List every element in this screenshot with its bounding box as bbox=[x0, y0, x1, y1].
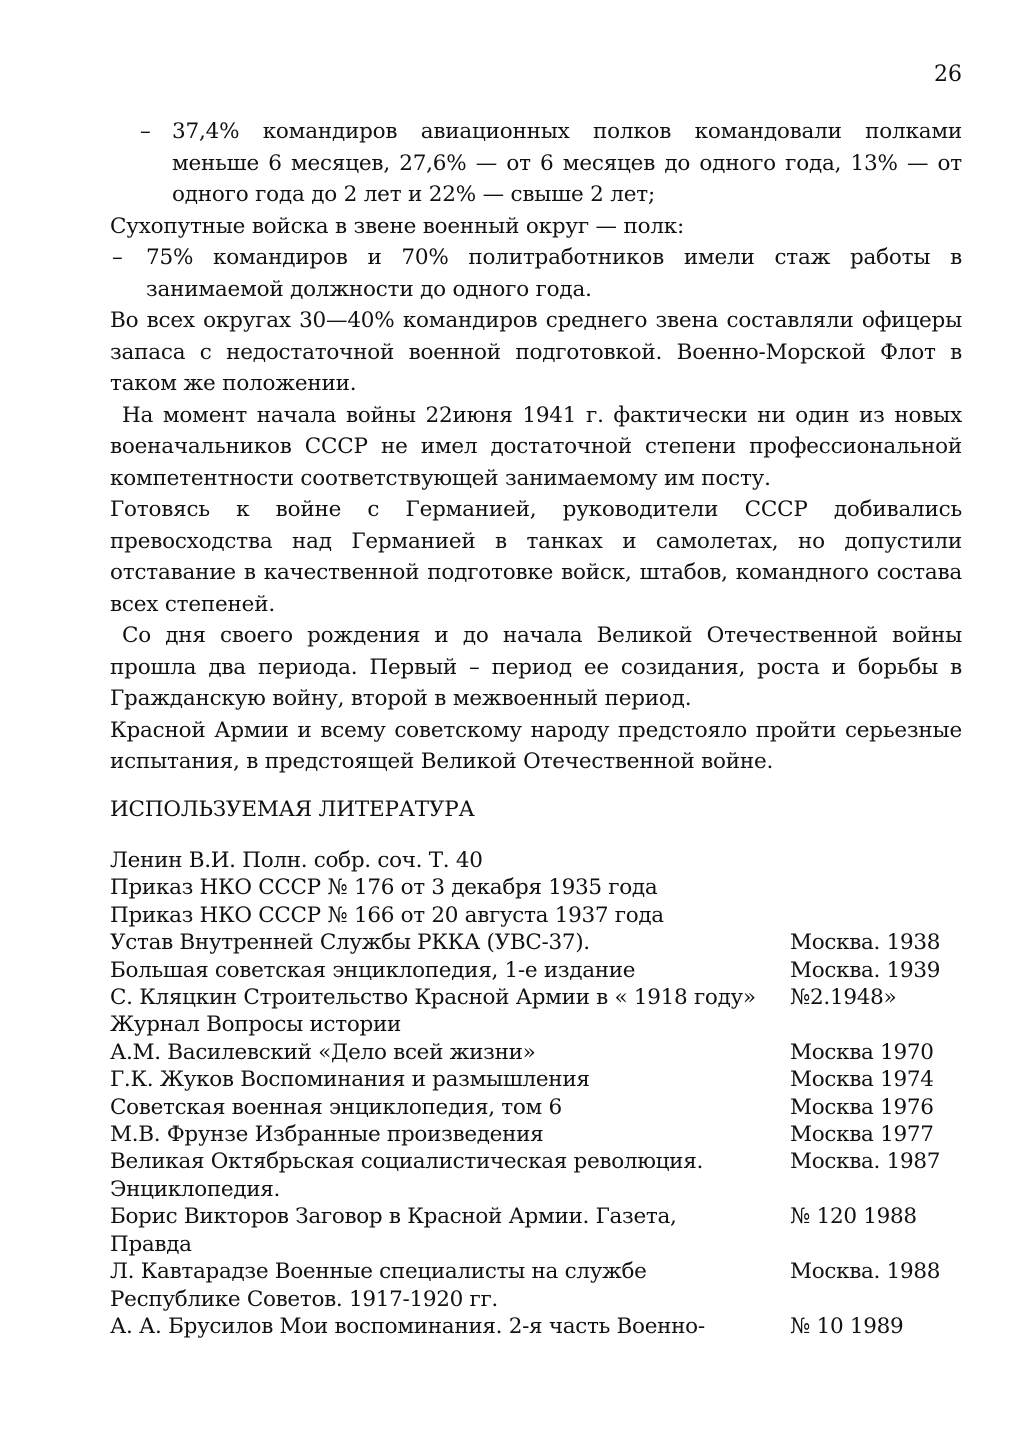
literature-item-publication: Москва 1977 bbox=[790, 1122, 934, 1148]
literature-item bbox=[110, 902, 962, 929]
literature-item-publication bbox=[790, 1286, 962, 1313]
literature-item-publication: № 120 1988 bbox=[790, 1204, 917, 1230]
literature-item-title: Правда bbox=[110, 1231, 192, 1257]
literature-item-title: Приказ НКО СССР № 176 от 3 декабря 1935 года bbox=[110, 875, 658, 901]
literature-item-title: Устав Внутренней Службы РККА (УВС-37). bbox=[110, 930, 590, 956]
bullet-commanders-experience bbox=[110, 242, 962, 305]
literature-item bbox=[110, 929, 962, 956]
literature-item bbox=[110, 1203, 962, 1230]
literature-item-title: Советская военная энциклопедия, том 6 bbox=[110, 1094, 562, 1120]
paragraph-preparing: Готовясь к войне с Германией, руководители СССР добивались превосходства над Германией в танках и самолетах, но допустили отставание в качественной подготовке войск, штабов, командного состава всех степеней. bbox=[110, 497, 962, 617]
literature-item bbox=[110, 1176, 962, 1203]
literature-item-publication bbox=[790, 1011, 962, 1038]
literature-item-title: Приказ НКО СССР № 166 от 20 августа 1937 года bbox=[110, 902, 664, 928]
literature-item-publication: №2.1948» bbox=[790, 985, 897, 1011]
bullet-dash: – bbox=[140, 119, 151, 144]
literature-item-publication: № 10 1989 bbox=[790, 1313, 904, 1339]
paragraph-ground-forces: Сухопутные войска в звене военный округ — полк: bbox=[110, 213, 685, 239]
literature-item bbox=[110, 1258, 962, 1285]
literature-item bbox=[110, 1121, 962, 1148]
literature-item-publication: Москва 1976 bbox=[790, 1094, 934, 1120]
literature-item-publication: Москва. 1988 bbox=[790, 1259, 941, 1285]
literature-item-title: Журнал Вопросы истории bbox=[110, 1012, 402, 1038]
literature-item bbox=[110, 957, 962, 984]
literature-item-publication bbox=[790, 874, 962, 901]
literature-item-title: Большая советская энциклопедия, 1-е издание bbox=[110, 957, 636, 983]
paragraph-districts: Во всех округах 30—40% командиров среднего звена составляли офицеры запаса с недостаточной военной подготовкой. Военно-Морской Флот в таком же положении. bbox=[110, 308, 962, 396]
literature-item-title: М.В. Фрунзе Избранные произведения bbox=[110, 1122, 544, 1148]
literature-item bbox=[110, 1066, 962, 1093]
bullet-aviation-commanders bbox=[110, 116, 962, 211]
paragraph-war-start: На момент начала войны 22июня 1941 г. фактически ни один из новых военачальников СССР не имел достаточной степени профессиональной компетентности соответствующей занимаемому им посту. bbox=[110, 402, 962, 491]
literature-item bbox=[110, 1286, 962, 1313]
literature-item-title: А. А. Брусилов Мои воспоминания. 2-я часть Военно- bbox=[110, 1313, 705, 1339]
literature-item bbox=[110, 1148, 962, 1175]
bullet-text: 75% командиров и 70% политработников имели стаж работы в занимаемой должности до одного года. bbox=[146, 245, 962, 302]
literature-item-title: Г.К. Жуков Воспоминания и размышления bbox=[110, 1067, 590, 1093]
literature-item bbox=[110, 1039, 962, 1066]
literature-item-title: Великая Октябрьская социалистическая революция. bbox=[110, 1149, 704, 1175]
paragraph-periods: Со дня своего рождения и до начала Великой Отечественной войны прошла два периода. Первый – период ее созидания, роста и борьбы в Гражданскую войну, второй в межвоенный период. bbox=[110, 623, 962, 711]
literature-item-publication: Москва 1974 bbox=[790, 1067, 934, 1093]
literature-heading: ИСПОЛЬЗУЕМАЯ ЛИТЕРАТУРА bbox=[110, 797, 475, 822]
literature-item-title: Энциклопедия. bbox=[110, 1176, 281, 1202]
literature-item bbox=[110, 1313, 962, 1340]
literature-item bbox=[110, 1094, 962, 1121]
literature-item-title: С. Кляцкин Строительство Красной Армии в « 1918 году» bbox=[110, 985, 756, 1011]
paragraph-trials: Красной Армии и всему советскому народу предстояло пройти серьезные испытания, в предстоящей Великой Отечественной войне. bbox=[110, 717, 962, 774]
literature-list bbox=[110, 847, 962, 1340]
literature-item-publication: Москва 1970 bbox=[790, 1039, 934, 1065]
bullet-text: 37,4% командиров авиационных полков командовали полками меньше 6 месяцев, 27,6% — от 6 месяцев до одного года, 13% — от одного года до 2 лет и 22% — свыше 2 лет; bbox=[172, 119, 962, 207]
literature-item bbox=[110, 984, 962, 1011]
literature-item bbox=[110, 874, 962, 901]
page-number: 26 bbox=[934, 62, 962, 87]
literature-item-title: Ленин В.И. Полн. собр. соч. Т. 40 bbox=[110, 848, 483, 873]
literature-item-publication: Москва. 1938 bbox=[790, 930, 941, 956]
literature-item-title: Республике Советов. 1917-1920 гг. bbox=[110, 1286, 498, 1312]
literature-item-title: Борис Викторов Заговор в Красной Армии. Газета, bbox=[110, 1204, 677, 1230]
literature-item-publication bbox=[790, 1231, 962, 1258]
literature-item bbox=[110, 1011, 962, 1038]
literature-item-title: Л. Кавтарадзе Военные специалисты на службе bbox=[110, 1259, 647, 1285]
literature-item-publication bbox=[790, 1176, 962, 1203]
bullet-dash: – bbox=[112, 245, 123, 270]
literature-item bbox=[110, 1231, 962, 1258]
literature-item-publication: Москва. 1939 bbox=[790, 957, 941, 983]
literature-item-publication bbox=[790, 902, 962, 929]
literature-item-publication bbox=[790, 847, 962, 874]
body-text bbox=[110, 116, 962, 778]
literature-item-publication: Москва. 1987 bbox=[790, 1149, 941, 1175]
literature-item bbox=[110, 847, 962, 874]
literature-item-title: А.М. Василевский «Дело всей жизни» bbox=[110, 1039, 536, 1065]
